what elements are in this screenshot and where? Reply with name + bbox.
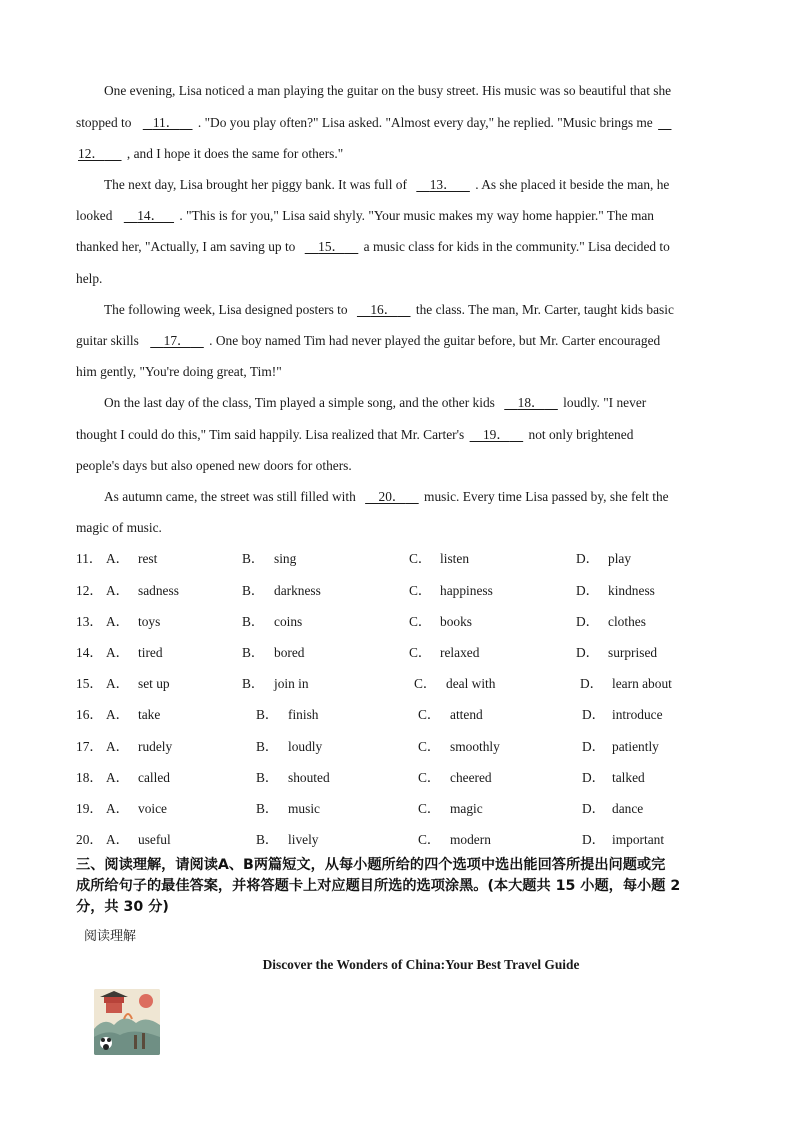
option-d-text: dance — [612, 801, 644, 816]
option-d-text: kindness — [608, 583, 655, 598]
option-a-text: voice — [138, 801, 167, 816]
option-a-label: A． — [106, 801, 130, 816]
travel-illustration — [94, 989, 160, 1055]
question-row — [76, 800, 756, 818]
option-d-label: D． — [576, 551, 600, 566]
passage-text: magic of music. — [76, 520, 162, 535]
passage-text: As autumn came, the street was still filled with — [104, 489, 356, 504]
passage-text: . "This is for you," Lisa said shyly. "Your music makes my way home happier." The man — [179, 208, 655, 223]
option-d-text: play — [608, 551, 632, 566]
passage-line — [104, 488, 748, 506]
option-b-label: B． — [242, 551, 265, 566]
option-c-label: C． — [418, 770, 441, 785]
question-number: 11． — [76, 551, 103, 566]
option-b-label: B． — [256, 739, 279, 754]
option-c-text: modern — [450, 832, 491, 847]
passage-text: thanked her, "Actually, I am saving up to — [76, 239, 296, 254]
question-number: 19． — [76, 801, 103, 816]
passage-line — [76, 238, 748, 256]
blank-12: 12． — [78, 146, 105, 161]
option-c-label: C． — [409, 551, 432, 566]
option-c-label: C． — [418, 739, 441, 754]
option-b-text: shouted — [288, 770, 330, 785]
passage-line — [76, 457, 748, 475]
question-number: 15． — [76, 676, 103, 691]
option-d-text: learn about — [612, 676, 672, 691]
option-c-text: happiness — [440, 583, 493, 598]
option-b-text: music — [288, 801, 320, 816]
option-a-text: take — [138, 707, 161, 722]
question-number: 20． — [76, 832, 103, 847]
option-d-label: D． — [582, 739, 606, 754]
question-row — [76, 706, 756, 724]
question-number: 18． — [76, 770, 103, 785]
passage-line — [76, 270, 748, 288]
passage-text: music. Every time Lisa passed by, she felt the — [424, 489, 669, 504]
option-a-label: A． — [106, 551, 130, 566]
option-a-label: A． — [106, 739, 130, 754]
option-d-label: D． — [576, 645, 600, 660]
passage-line — [76, 426, 748, 444]
question-row — [76, 738, 756, 756]
option-c-text: listen — [440, 551, 470, 566]
blank-11: 11． — [152, 115, 180, 130]
option-a-text: set up — [138, 676, 170, 691]
option-c-text: deal with — [446, 676, 496, 691]
passage-text: On the last day of the class, Tim played a simple song, and the other kids — [104, 395, 495, 410]
question-row — [76, 613, 756, 631]
passage-line — [104, 82, 748, 100]
option-d-label: D． — [576, 583, 600, 598]
passage-text: loudly. "I never — [563, 395, 647, 410]
option-a-text: tired — [138, 645, 163, 660]
passage-text: people's days but also opened new doors for others. — [76, 458, 352, 473]
option-c-label: C． — [418, 707, 441, 722]
option-c-text: attend — [450, 707, 483, 722]
option-b-label: B． — [256, 707, 279, 722]
option-c-text: cheered — [450, 770, 492, 785]
passage-text: . One boy named Tim had never played the guitar before, but Mr. Carter encouraged — [209, 333, 661, 348]
option-d-label: D． — [582, 770, 606, 785]
blank-16: 16． — [370, 302, 398, 317]
option-a-label: A． — [106, 707, 130, 722]
passage-line — [104, 176, 748, 194]
passage-text: him gently, "You're doing great, Tim!" — [76, 364, 282, 379]
question-row — [76, 644, 756, 662]
option-b-text: bored — [274, 645, 305, 660]
passage-line — [76, 519, 748, 537]
option-d-text: introduce — [612, 707, 663, 722]
question-number: 17． — [76, 739, 103, 754]
option-a-text: rudely — [138, 739, 173, 754]
option-a-text: sadness — [138, 583, 179, 598]
option-b-label: B． — [256, 801, 279, 816]
section-heading-line: 成所给句子的最佳答案，并将答题卡上对应题目所选的选项涂黑。(本大题共 15 小题，每小题 2 — [76, 878, 681, 894]
passage-line — [76, 114, 748, 132]
option-c-text: relaxed — [440, 645, 480, 660]
option-c-text: magic — [450, 801, 483, 816]
option-b-label: B． — [242, 645, 265, 660]
question-row — [76, 831, 756, 849]
option-b-label: B． — [256, 832, 279, 847]
question-number: 14． — [76, 645, 103, 660]
option-b-label: B． — [256, 770, 279, 785]
option-c-label: C． — [409, 614, 432, 629]
passage-text: The next day, Lisa brought her piggy bank. It was full of — [104, 177, 407, 192]
question-number: 16． — [76, 707, 103, 722]
option-c-label: C． — [418, 832, 441, 847]
option-d-label: D． — [580, 676, 604, 691]
option-d-label: D． — [576, 614, 600, 629]
section-heading-line: 分，共 30 分) — [76, 899, 169, 915]
section-heading-line: 三、阅读理解，请阅读A、B两篇短文，从每小题所给的四个选项中选出能回答所提出问题或完 — [76, 857, 666, 873]
question-row — [76, 769, 756, 787]
option-c-label: C． — [414, 676, 437, 691]
option-c-text: smoothly — [450, 739, 500, 754]
question-number: 13． — [76, 614, 103, 629]
question-row — [76, 675, 756, 693]
question-row — [76, 582, 756, 600]
option-a-label: A． — [106, 645, 130, 660]
option-c-label: C． — [409, 583, 432, 598]
blank-15: 15． — [318, 239, 345, 254]
passage-text: . As she placed it beside the man, he — [475, 177, 670, 192]
option-b-text: loudly — [288, 739, 323, 754]
passage-line — [76, 363, 748, 381]
option-c-text: books — [440, 614, 472, 629]
option-d-text: patiently — [612, 739, 659, 754]
question-number: 12． — [76, 583, 103, 598]
option-a-text: useful — [138, 832, 171, 847]
option-b-text: sing — [274, 551, 297, 566]
blank-12-start — [656, 114, 673, 132]
option-c-label: C． — [418, 801, 441, 816]
option-d-text: surprised — [608, 645, 658, 660]
option-a-label: A． — [106, 676, 130, 691]
option-b-label: B． — [242, 614, 265, 629]
option-b-text: darkness — [274, 583, 321, 598]
passage-line — [76, 145, 748, 163]
option-d-text: important — [612, 832, 665, 847]
reading-title: Discover the Wonders of China:Your Best Travel Guide — [262, 957, 580, 972]
blank-20: 20． — [378, 489, 406, 504]
option-d-label: D． — [582, 707, 606, 722]
option-d-label: D． — [582, 801, 606, 816]
option-b-text: lively — [288, 832, 319, 847]
passage-text: , and I hope it does the same for others." — [126, 146, 344, 161]
blank-19: 19． — [482, 427, 510, 442]
passage-line — [104, 394, 748, 412]
passage-text: guitar skills — [76, 333, 139, 348]
blank-13: 13． — [429, 177, 457, 192]
option-b-label: B． — [242, 676, 265, 691]
option-d-text: clothes — [608, 614, 646, 629]
option-b-text: finish — [288, 707, 319, 722]
passage-text: looked — [76, 208, 113, 223]
passage-text: the class. The man, Mr. Carter, taught kids basic — [415, 302, 674, 317]
option-a-label: A． — [106, 832, 130, 847]
option-a-text: rest — [138, 551, 158, 566]
option-a-label: A． — [106, 614, 130, 629]
section-label: 阅读理解 — [84, 929, 137, 944]
blank-18: 18． — [517, 395, 545, 410]
passage-text: not only brightened — [528, 427, 634, 442]
section-heading — [76, 855, 756, 918]
passage-text: . "Do you play often?" Lisa asked. "Almost every day," he replied. "Music brings me — [197, 115, 653, 130]
blank-14: 14． — [137, 208, 164, 223]
option-a-text: called — [138, 770, 170, 785]
passage-line — [76, 332, 748, 350]
passage-text: thought I could do this," Tim said happily. Lisa realized that Mr. Carter's — [76, 427, 465, 442]
passage-line — [76, 207, 748, 225]
option-b-text: join in — [274, 676, 309, 691]
option-c-label: C． — [409, 645, 432, 660]
option-d-label: D． — [582, 832, 606, 847]
blank-17: 17． — [163, 333, 191, 348]
option-b-text: coins — [274, 614, 303, 629]
option-d-text: talked — [612, 770, 645, 785]
passage-text: help. — [76, 271, 103, 286]
passage-text: stopped to — [76, 115, 132, 130]
option-b-label: B． — [242, 583, 265, 598]
option-a-text: toys — [138, 614, 161, 629]
passage-line — [104, 301, 748, 319]
option-a-label: A． — [106, 583, 130, 598]
question-row — [76, 550, 756, 568]
option-a-label: A． — [106, 770, 130, 785]
passage-text: a music class for kids in the community." Lisa decided to — [363, 239, 670, 254]
passage-text: The following week, Lisa designed posters to — [104, 302, 348, 317]
passage-text: One evening, Lisa noticed a man playing the guitar on the busy street. His music was so beautiful that she — [104, 83, 672, 98]
